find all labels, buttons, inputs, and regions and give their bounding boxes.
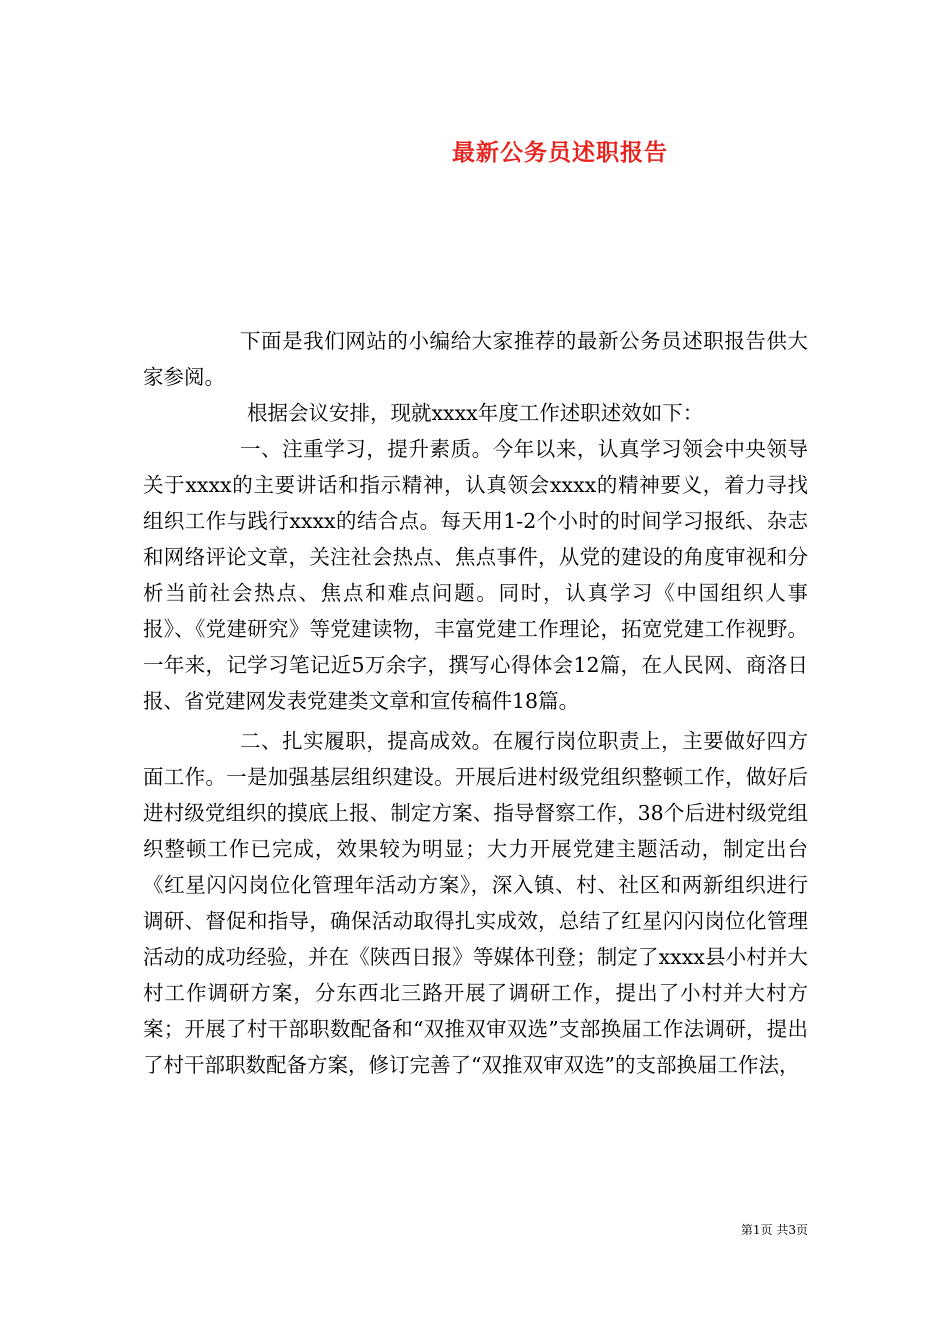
section-two-paragraph: 二、扎实履职，提高成效。在履行岗位职责上，主要做好四方面工作。一是加强基层组织建设。开展后进村级党组织整顿工作，做好后进村级党组织的摸底上报、制定方案、指导督察工作，38个后进村级党组织整顿工作已完成，效果较为明显；大力开展党建主题活动，制定出台《红星闪闪岗位化管理年活动方案》，深入镇、村、社区和两新组织进行调研、督促和指导，确保活动取得扎实成效，总结了红星闪闪岗位化管理活动的成功经验，并在《陕西日报》等媒体刊登；制定了xxxx县小村并大村工作调研方案，分东西北三路开展了调研工作，提出了小村并大村方案；开展了村干部职数配备和“双推双审双选”支部换届工作法调研，提出了村干部职数配备方案，修订完善了“双推双审双选”的支部换届工作法， (143, 729, 808, 1077)
page-number-footer: 第1页 共3页 (740, 1223, 808, 1237)
basis-paragraph: 根据会议安排，现就xxxx年度工作述职述效如下： (247, 401, 704, 425)
section-one-paragraph: 一、注重学习，提升素质。今年以来，认真学习领会中央领导关于xxxx的主要讲话和指示精神，认真领会xxxx的精神要义，着力寻找组织工作与践行xxxx的结合点。每天用1-2个小时的时间学习报纸、杂志和网络评论文章，关注社会热点、焦点事件，从党的建设的角度审视和分析当前社会热点、焦点和难点问题。同时，认真学习《中国组织人事报》、《党建研究》等党建读物，丰富党建工作理论，拓宽党建工作视野。一年来，记学习笔记近5万余字，撰写心得体会12篇，在人民网、商洛日报、省党建网发表党建类文章和宣传稿件18篇。 (143, 437, 808, 713)
document-title: 最新公务员述职报告 (452, 139, 668, 166)
document-body (143, 323, 808, 1083)
intro-paragraph: 下面是我们网站的小编给大家推荐的最新公务员述职报告供大家参阅。 (143, 329, 808, 389)
